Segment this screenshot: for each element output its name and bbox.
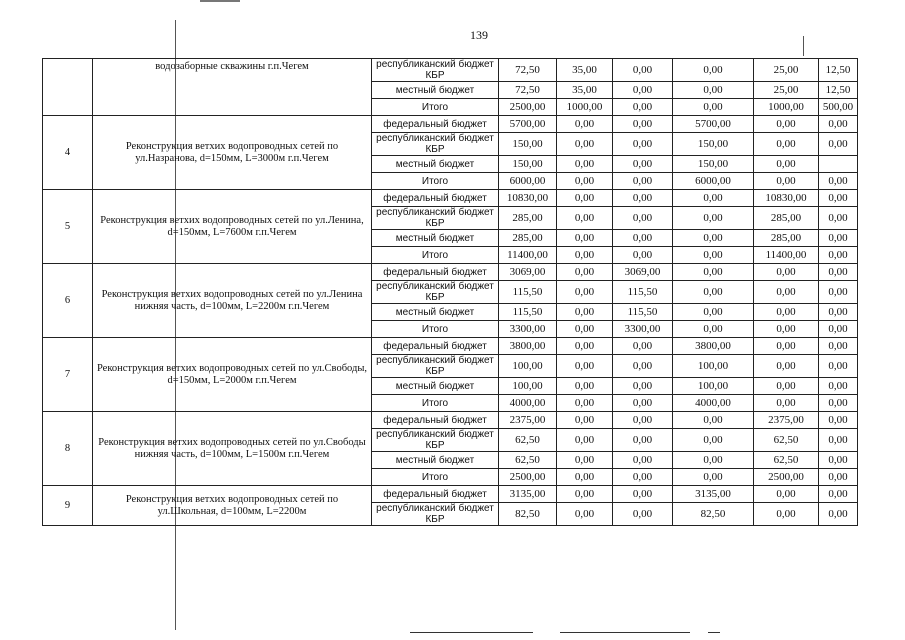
amount-cell: 0,00 (673, 99, 754, 116)
funding-source-cell: Итого (372, 247, 499, 264)
funding-source-cell: федеральный бюджет (372, 412, 499, 429)
amount-cell: 0,00 (557, 281, 613, 304)
amount-cell: 0,00 (613, 503, 673, 526)
amount-cell: 3069,00 (499, 264, 557, 281)
table-row (43, 264, 858, 281)
amount-cell: 0,00 (613, 133, 673, 156)
amount-cell: 0,00 (819, 190, 858, 207)
amount-cell: 0,00 (673, 412, 754, 429)
amount-cell: 0,00 (673, 452, 754, 469)
amount-cell: 0,00 (754, 355, 819, 378)
funding-source-cell: республиканский бюджет КБР (372, 133, 499, 156)
amount-cell: 72,50 (499, 82, 557, 99)
footer-rule (410, 632, 533, 633)
funding-source-cell: республиканский бюджет КБР (372, 355, 499, 378)
amount-cell: 0,00 (754, 304, 819, 321)
amount-cell: 0,00 (754, 116, 819, 133)
funding-source-cell: Итого (372, 469, 499, 486)
amount-cell: 0,00 (557, 173, 613, 190)
amount-cell: 0,00 (557, 133, 613, 156)
amount-cell: 35,00 (557, 82, 613, 99)
amount-cell: 0,00 (754, 264, 819, 281)
amount-cell: 10830,00 (499, 190, 557, 207)
amount-cell: 0,00 (673, 82, 754, 99)
amount-cell: 62,50 (499, 452, 557, 469)
amount-cell: 0,00 (673, 230, 754, 247)
amount-cell: 0,00 (613, 378, 673, 395)
amount-cell: 500,00 (819, 99, 858, 116)
amount-cell: 0,00 (819, 503, 858, 526)
funding-source-cell: Итого (372, 321, 499, 338)
amount-cell: 0,00 (819, 412, 858, 429)
amount-cell: 0,00 (819, 304, 858, 321)
amount-cell: 0,00 (754, 173, 819, 190)
amount-cell: 0,00 (673, 59, 754, 82)
funding-source-cell: федеральный бюджет (372, 338, 499, 355)
amount-cell: 62,50 (499, 429, 557, 452)
amount-cell: 0,00 (673, 321, 754, 338)
amount-cell: 6000,00 (499, 173, 557, 190)
amount-cell: 12,50 (819, 59, 858, 82)
amount-cell: 0,00 (754, 486, 819, 503)
amount-cell: 0,00 (613, 99, 673, 116)
table-row (43, 486, 858, 503)
amount-cell: 0,00 (557, 469, 613, 486)
amount-cell: 82,50 (499, 503, 557, 526)
page-number: 139 (470, 28, 488, 42)
amount-cell: 0,00 (819, 207, 858, 230)
amount-cell: 0,00 (557, 321, 613, 338)
amount-cell: 0,00 (819, 133, 858, 156)
amount-cell: 0,00 (754, 395, 819, 412)
amount-cell: 0,00 (613, 190, 673, 207)
amount-cell: 3135,00 (499, 486, 557, 503)
row-number-cell: 6 (43, 264, 93, 338)
amount-cell: 0,00 (613, 355, 673, 378)
amount-cell: 115,50 (613, 304, 673, 321)
amount-cell: 3135,00 (673, 486, 754, 503)
amount-cell: 115,50 (613, 281, 673, 304)
amount-cell: 10830,00 (754, 190, 819, 207)
table-row (43, 190, 858, 207)
amount-cell: 3300,00 (613, 321, 673, 338)
amount-cell: 62,50 (754, 452, 819, 469)
funding-source-cell: республиканский бюджет КБР (372, 503, 499, 526)
amount-cell: 0,00 (819, 173, 858, 190)
amount-cell: 0,00 (613, 486, 673, 503)
amount-cell: 0,00 (613, 59, 673, 82)
amount-cell: 285,00 (499, 207, 557, 230)
row-number-cell: 5 (43, 190, 93, 264)
funding-source-cell: федеральный бюджет (372, 264, 499, 281)
amount-cell: 0,00 (819, 429, 858, 452)
table-body (43, 59, 858, 526)
amount-cell: 0,00 (613, 230, 673, 247)
row-number-cell: 7 (43, 338, 93, 412)
amount-cell: 115,50 (499, 304, 557, 321)
amount-cell: 0,00 (819, 355, 858, 378)
amount-cell: 25,00 (754, 82, 819, 99)
amount-cell: 0,00 (754, 133, 819, 156)
amount-cell: 0,00 (819, 338, 858, 355)
amount-cell: 3069,00 (613, 264, 673, 281)
amount-cell: 0,00 (673, 304, 754, 321)
amount-cell: 5700,00 (499, 116, 557, 133)
funding-source-cell: местный бюджет (372, 304, 499, 321)
amount-cell: 11400,00 (499, 247, 557, 264)
amount-cell: 100,00 (673, 355, 754, 378)
amount-cell: 0,00 (613, 247, 673, 264)
amount-cell: 0,00 (819, 486, 858, 503)
amount-cell: 0,00 (557, 247, 613, 264)
amount-cell: 0,00 (613, 452, 673, 469)
amount-cell: 25,00 (754, 59, 819, 82)
amount-cell: 0,00 (557, 412, 613, 429)
funding-source-cell: Итого (372, 173, 499, 190)
amount-cell: 100,00 (499, 355, 557, 378)
amount-cell: 2375,00 (499, 412, 557, 429)
funding-source-cell: местный бюджет (372, 230, 499, 247)
amount-cell: 2500,00 (499, 99, 557, 116)
amount-cell (819, 156, 858, 173)
amount-cell: 0,00 (613, 429, 673, 452)
amount-cell: 0,00 (557, 486, 613, 503)
amount-cell: 0,00 (754, 338, 819, 355)
amount-cell: 0,00 (673, 190, 754, 207)
amount-cell: 100,00 (673, 378, 754, 395)
amount-cell: 11400,00 (754, 247, 819, 264)
amount-cell: 0,00 (819, 247, 858, 264)
amount-cell: 0,00 (613, 173, 673, 190)
amount-cell: 0,00 (613, 207, 673, 230)
amount-cell: 150,00 (499, 156, 557, 173)
object-name-cell: водозаборные скважины г.п.Чегем (93, 59, 372, 116)
amount-cell: 3800,00 (499, 338, 557, 355)
amount-cell: 0,00 (613, 469, 673, 486)
scan-mark (803, 36, 804, 56)
amount-cell: 35,00 (557, 59, 613, 82)
amount-cell: 82,50 (673, 503, 754, 526)
funding-source-cell: местный бюджет (372, 82, 499, 99)
amount-cell: 0,00 (557, 116, 613, 133)
amount-cell: 285,00 (499, 230, 557, 247)
amount-cell: 0,00 (557, 355, 613, 378)
amount-cell: 0,00 (557, 230, 613, 247)
amount-cell: 285,00 (754, 230, 819, 247)
amount-cell: 1000,00 (557, 99, 613, 116)
amount-cell: 0,00 (557, 378, 613, 395)
amount-cell: 0,00 (754, 503, 819, 526)
amount-cell: 0,00 (754, 378, 819, 395)
amount-cell: 4000,00 (673, 395, 754, 412)
amount-cell: 2375,00 (754, 412, 819, 429)
amount-cell: 0,00 (613, 156, 673, 173)
funding-source-cell: республиканский бюджет КБР (372, 281, 499, 304)
amount-cell: 285,00 (754, 207, 819, 230)
amount-cell: 0,00 (673, 281, 754, 304)
object-name-cell: Реконструкция ветхих водопроводных сетей по ул.Назранова, d=150мм, L=3000м г.п.Чегем (93, 116, 372, 190)
amount-cell: 0,00 (557, 264, 613, 281)
amount-cell: 0,00 (673, 264, 754, 281)
table-row (43, 59, 858, 82)
amount-cell: 0,00 (557, 207, 613, 230)
amount-cell: 0,00 (613, 82, 673, 99)
amount-cell: 150,00 (499, 133, 557, 156)
funding-source-cell: федеральный бюджет (372, 116, 499, 133)
amount-cell: 115,50 (499, 281, 557, 304)
object-name-cell: Реконструкция ветхих водопроводных сетей по ул.Школьная, d=100мм, L=2200м (93, 486, 372, 526)
amount-cell: 0,00 (557, 338, 613, 355)
amount-cell: 0,00 (673, 247, 754, 264)
amount-cell: 4000,00 (499, 395, 557, 412)
amount-cell: 0,00 (557, 190, 613, 207)
object-name-cell: Реконструкция ветхих водопроводных сетей по ул.Свободы, d=150мм, L=2000м г.п.Чегем (93, 338, 372, 412)
amount-cell: 0,00 (613, 395, 673, 412)
row-number-cell: 8 (43, 412, 93, 486)
amount-cell: 150,00 (673, 156, 754, 173)
footer-rule (708, 632, 720, 633)
amount-cell: 0,00 (557, 452, 613, 469)
table-row (43, 338, 858, 355)
table-row (43, 412, 858, 429)
amount-cell: 0,00 (557, 503, 613, 526)
amount-cell: 3800,00 (673, 338, 754, 355)
funding-source-cell: республиканский бюджет КБР (372, 429, 499, 452)
object-name-cell: Реконструкция ветхих водопроводных сетей по ул.Ленина нижняя часть, d=100мм, L=2200м г.п.Чегем (93, 264, 372, 338)
amount-cell: 0,00 (819, 264, 858, 281)
amount-cell: 12,50 (819, 82, 858, 99)
amount-cell: 0,00 (819, 378, 858, 395)
amount-cell: 6000,00 (673, 173, 754, 190)
object-name-cell: Реконструкция ветхих водопроводных сетей по ул.Свободы нижняя часть, d=100мм, L=1500м г.п.Чегем (93, 412, 372, 486)
amount-cell: 62,50 (754, 429, 819, 452)
amount-cell: 150,00 (673, 133, 754, 156)
amount-cell: 0,00 (557, 156, 613, 173)
row-number-cell: 4 (43, 116, 93, 190)
budget-table (42, 58, 858, 526)
row-number-cell: 9 (43, 486, 93, 526)
funding-source-cell: местный бюджет (372, 378, 499, 395)
funding-source-cell: Итого (372, 99, 499, 116)
funding-source-cell: местный бюджет (372, 156, 499, 173)
amount-cell: 0,00 (673, 469, 754, 486)
funding-source-cell: Итого (372, 395, 499, 412)
amount-cell: 0,00 (613, 338, 673, 355)
amount-cell: 5700,00 (673, 116, 754, 133)
amount-cell: 0,00 (754, 321, 819, 338)
amount-cell: 0,00 (613, 116, 673, 133)
amount-cell: 0,00 (819, 230, 858, 247)
funding-source-cell: федеральный бюджет (372, 190, 499, 207)
footer-rule (560, 632, 690, 633)
amount-cell: 0,00 (819, 452, 858, 469)
row-number-cell (43, 59, 93, 116)
funding-source-cell: республиканский бюджет КБР (372, 59, 499, 82)
funding-source-cell: федеральный бюджет (372, 486, 499, 503)
amount-cell: 2500,00 (499, 469, 557, 486)
object-name-cell: Реконструкция ветхих водопроводных сетей по ул.Ленина, d=150мм, L=7600м г.п.Чегем (93, 190, 372, 264)
amount-cell: 100,00 (499, 378, 557, 395)
amount-cell: 1000,00 (754, 99, 819, 116)
amount-cell: 0,00 (557, 429, 613, 452)
amount-cell: 0,00 (819, 321, 858, 338)
amount-cell: 0,00 (819, 281, 858, 304)
amount-cell: 0,00 (557, 304, 613, 321)
funding-source-cell: местный бюджет (372, 452, 499, 469)
amount-cell: 2500,00 (754, 469, 819, 486)
amount-cell: 0,00 (613, 412, 673, 429)
table-row (43, 116, 858, 133)
amount-cell: 0,00 (819, 116, 858, 133)
amount-cell: 0,00 (819, 395, 858, 412)
amount-cell: 0,00 (673, 429, 754, 452)
amount-cell: 72,50 (499, 59, 557, 82)
amount-cell: 3300,00 (499, 321, 557, 338)
scan-mark (200, 0, 240, 2)
amount-cell: 0,00 (754, 281, 819, 304)
amount-cell: 0,00 (754, 156, 819, 173)
amount-cell: 0,00 (673, 207, 754, 230)
funding-source-cell: республиканский бюджет КБР (372, 207, 499, 230)
amount-cell: 0,00 (557, 395, 613, 412)
amount-cell: 0,00 (819, 469, 858, 486)
